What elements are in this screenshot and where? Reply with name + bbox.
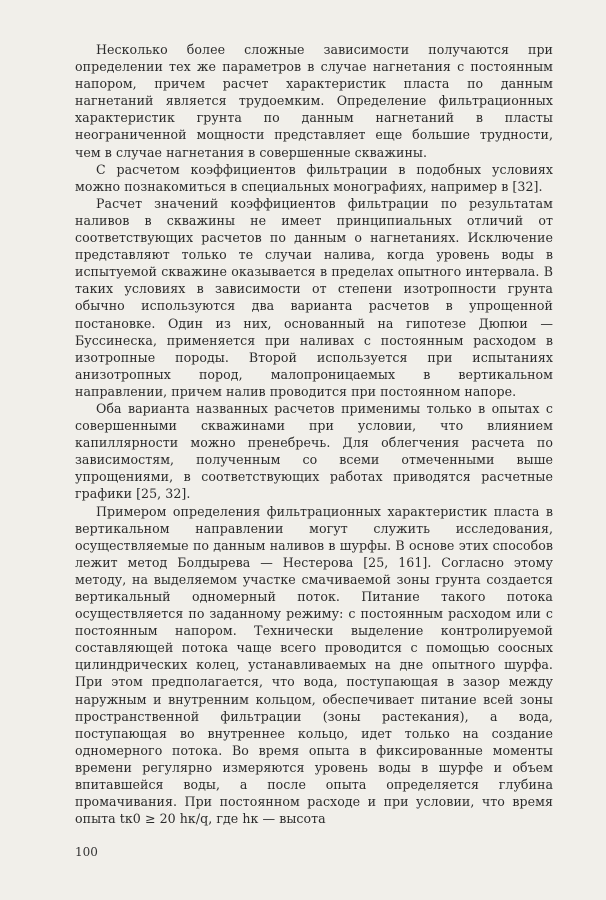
paragraph-2: С расчетом коэффициентов фильтрации в подобных условиях можно познакомиться в специальных монографиях, например в [32]. (75, 161, 553, 194)
page-number: 100 (75, 845, 98, 859)
paragraph-4: Оба варианта названных расчетов применимы только в опытах с совершенными скважинами при условии, что влиянием капиллярности можно пренебречь. Для облегчения расчета по зависимостям, полученным со всеми отмеченными выше упрощениями, в соответствующих работах приводятся расчетные графики [25, 32]. (75, 400, 553, 502)
paragraph-5: Примером определения фильтрационных характеристик пласта в вертикальном направлении могут служить исследования, осуществляемые по данным наливов в шурфы. В основе этих способов лежит метод Болдырева — Нестерова [25, 161]. Согласно этому методу, на выделяемом участке смачиваемой зоны грунта создается вертикальный одномерный поток. Питание такого потока осуществляется по заданному режиму: с постоянным расходом или с постоянным напором. Технически выделение контролируемой составляющей потока чаще всего проводится с помощью соосных цилиндрических колец, устанавливаемых на дне опытного шурфа. При этом предполагается, что вода, поступающая в зазор между наружным и внутренним кольцом, обеспечивает питание всей зоны пространственной фильтрации (зоны растекания), а вода, поступающая во внутреннее кольцо, идет только на создание одномерного потока. Во время опыта в фиксированные моменты времени регулярно измеряются уровень воды в шурфе и объем впитавшейся воды, а после опыта определяется глубина промачивания. При постоянном расходе и при условии, что время опыта tк0 ≥ 20 hк/q, где hк — высота (75, 503, 553, 827)
paragraph-3: Расчет значений коэффициентов фильтрации по результатам наливов в скважины не имеет принципиальных отличий от соответствующих расчетов по данным о нагнетаниях. Исключение представляют только те случаи налива, когда уровень воды в испытуемой скважине оказывается в пределах опытного интервала. В таких условиях в зависимости от степени изотропности грунта обычно используются два варианта расчетов в упрощенной постановке. Один из них, основанный на гипотезе Дюпюи — Буссинеска, применяется при наливах с постоянным расходом в изотропные породы. Второй используется при испытаниях анизотропных пород, малопроницаемых в вертикальном направлении, причем налив проводится при постоянном напоре. (75, 195, 553, 399)
paragraph-1: Несколько более сложные зависимости получаются при определении тех же параметров в случае нагнетания с постоянным напором, причем расчет характеристик пласта по данным нагнетаний является трудоемким. Определение фильтрационных характеристик грунта по данным нагнетаний в пласты неограниченной мощности представляет еще большие трудности, чем в случае нагнетания в совершенные скважины. (75, 42, 553, 160)
